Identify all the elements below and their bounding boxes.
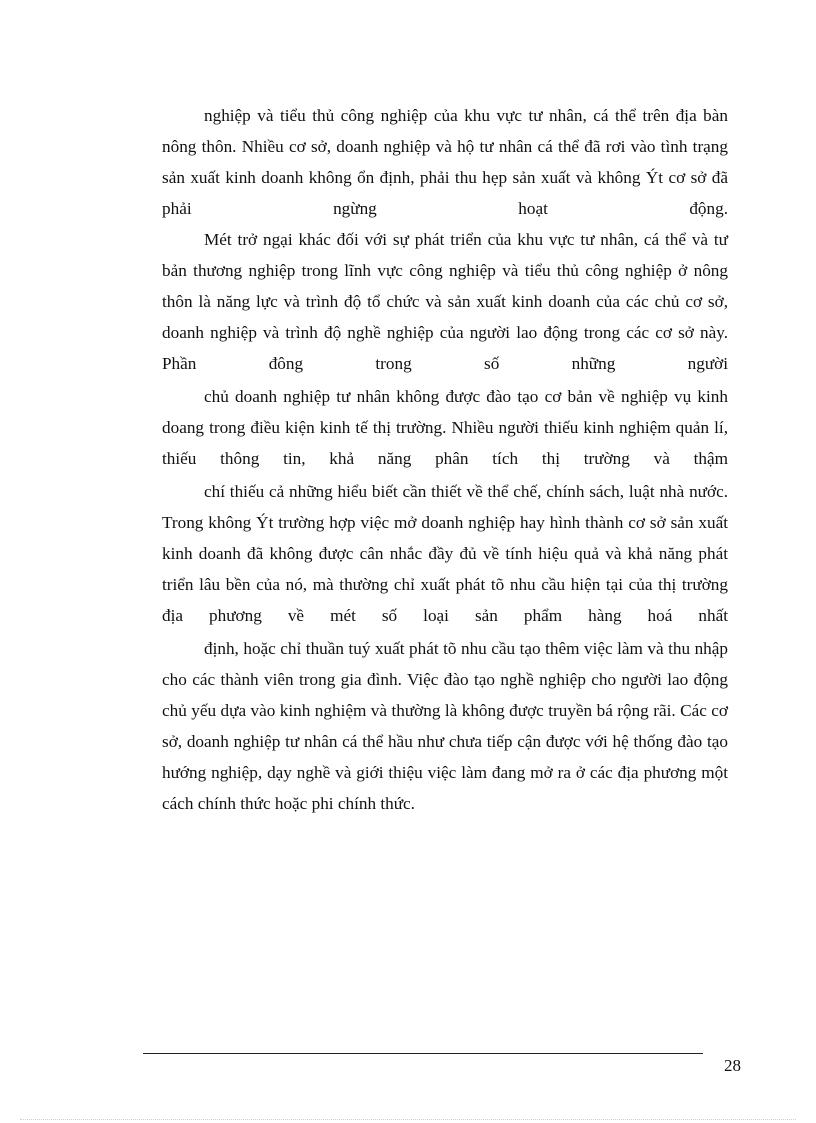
body-text <box>162 100 728 819</box>
page-bottom-border <box>20 1119 796 1120</box>
paragraph-5: định, hoặc chỉ thuần tuý xuất phát tõ nhu cầu tạo thêm việc làm và thu nhập cho các thành viên trong gia đình. Việc đào tạo nghề nghiệp cho người lao động chủ yếu dựa vào kinh nghiệm và thường là không được truyền bá rộng rãi. Các cơ sở, doanh nghiệp tư nhân cá thể hầu như chưa tiếp cận được với hệ thống đào tạo hướng nghiệp, dạy nghề và giới thiệu việc làm đang mở ra ở các địa phương một cách chính thức hoặc phi chính thức. <box>162 639 728 813</box>
paragraph-4: chí thiếu cả những hiểu biết cần thiết về thể chế, chính sách, luật nhà nước. Trong không Ýt trường hợp việc mở doanh nghiệp hay hình thành cơ sở sản xuất kinh doanh đã không được cân nhắc đầy đủ về tính hiệu quả và khả năng phát triển lâu bền của nó, mà thường chỉ xuất phát tõ nhu cầu hiện tại của thị trường địa phương về mét số loại sản phẩm hàng hoá nhất <box>162 482 728 625</box>
paragraph-2: Mét trở ngại khác đối với sự phát triển của khu vực tư nhân, cá thể và tư bản thương nghiệp trong lĩnh vực công nghiệp và tiểu thủ công nghiệp ở nông thôn là năng lực và trình độ tổ chức và sản xuất kinh doanh của các chủ cơ sở, doanh nghiệp và trình độ nghề nghiệp của người lao động trong các cơ sở này. Phần đông trong số những người <box>162 230 728 373</box>
footer-divider <box>143 1053 703 1054</box>
paragraph-1: nghiệp và tiểu thủ công nghiệp của khu vực tư nhân, cá thể trên địa bàn nông thôn. Nhiều cơ sở, doanh nghiệp và hộ tư nhân cá thể đã rơi vào tình trạng sản xuất kinh doanh không ổn định, phải thu hẹp sản xuất và không Ýt cơ sở đã phải ngừng hoạt động. <box>162 106 728 218</box>
page-number: 28 <box>724 1056 741 1075</box>
paragraph-3: chủ doanh nghiệp tư nhân không được đào tạo cơ bản về nghiệp vụ kinh doang trong điều kiện kinh tế thị trường. Nhiều người thiếu kinh nghiệm quản lí, thiếu thông tin, khả năng phân tích thị trường và thậm <box>162 387 728 468</box>
